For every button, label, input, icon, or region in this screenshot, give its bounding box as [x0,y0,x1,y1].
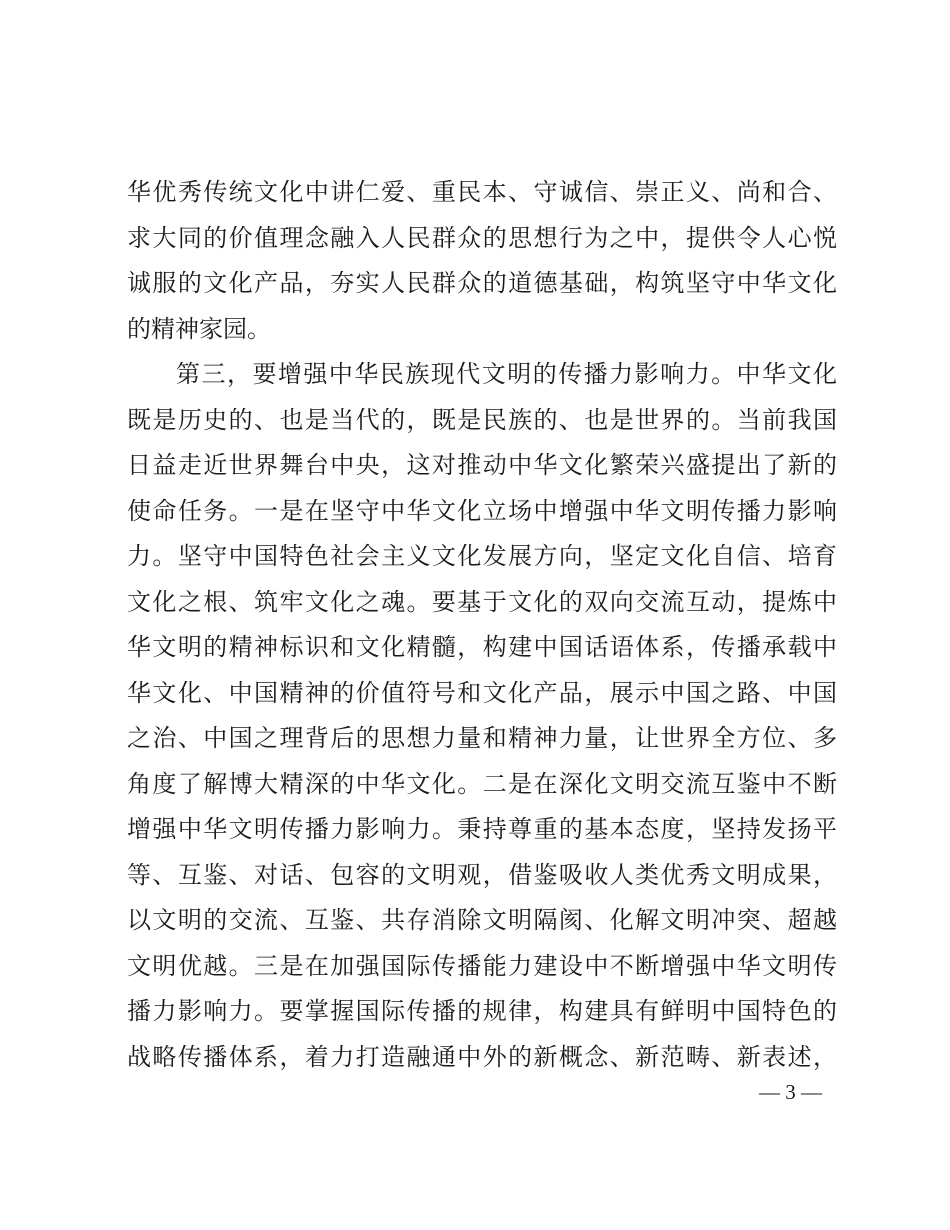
body-text [127,170,837,1080]
text-line: 求大同的价值理念融入人民群众的思想行为之中，提供令人心悦 [127,223,837,252]
text-line: 文化之根、筑牢文化之魂。要基于文化的双向交流互动，提炼中 [127,587,837,616]
text-line: 角度了解博大精深的中华文化。二是在深化文明交流互鉴中不断 [127,769,837,798]
text-line: 播力影响力。要掌握国际传播的规律，构建具有鲜明中国特色的 [127,997,837,1025]
text-line: 诚服的文化产品，夯实人民群众的道德基础，构筑坚守中华文化 [127,269,837,297]
text-line: 既是历史的、也是当代的，既是民族的、也是世界的。当前我国 [127,405,837,434]
text-line: 的精神家园。 [127,314,271,343]
text-line: 战略传播体系，着力打造融通中外的新概念、新范畴、新表述， [127,1042,837,1071]
text-line: 华优秀传统文化中讲仁爱、重民本、守诚信、崇正义、尚和合、 [127,178,837,206]
text-line: 日益走近世界舞台中央，这对推动中华文化繁荣兴盛提出了新的 [127,451,837,479]
text-line: 以文明的交流、互鉴、共存消除文明隔阂、化解文明冲突、超越 [127,906,837,934]
text-line: 文明优越。三是在加强国际传播能力建设中不断增强中华文明传 [127,951,837,980]
text-line: 力。坚守中国特色社会主义文化发展方向，坚定文化自信、培育 [127,542,837,570]
text-line: 华文明的精神标识和文化精髓，构建中国话语体系，传播承载中 [127,633,837,661]
text-line: 使命任务。一是在坚守中华文化立场中增强中华文明传播力影响 [127,496,837,525]
text-line: 华文化、中国精神的价值符号和文化产品，展示中国之路、中国 [127,678,837,707]
text-line: 之治、中国之理背后的思想力量和精神力量，让世界全方位、多 [127,724,837,752]
text-line: 等、互鉴、对话、包容的文明观，借鉴吸收人类优秀文明成果， [127,860,837,889]
page-number: — 3 — [759,1080,822,1104]
paragraph-first-line: 第三，要增强中华民族现代文明的传播力影响力。中华文化 [176,360,837,388]
text-line: 增强中华文明传播力影响力。秉持尊重的基本态度，坚持发扬平 [127,815,837,843]
